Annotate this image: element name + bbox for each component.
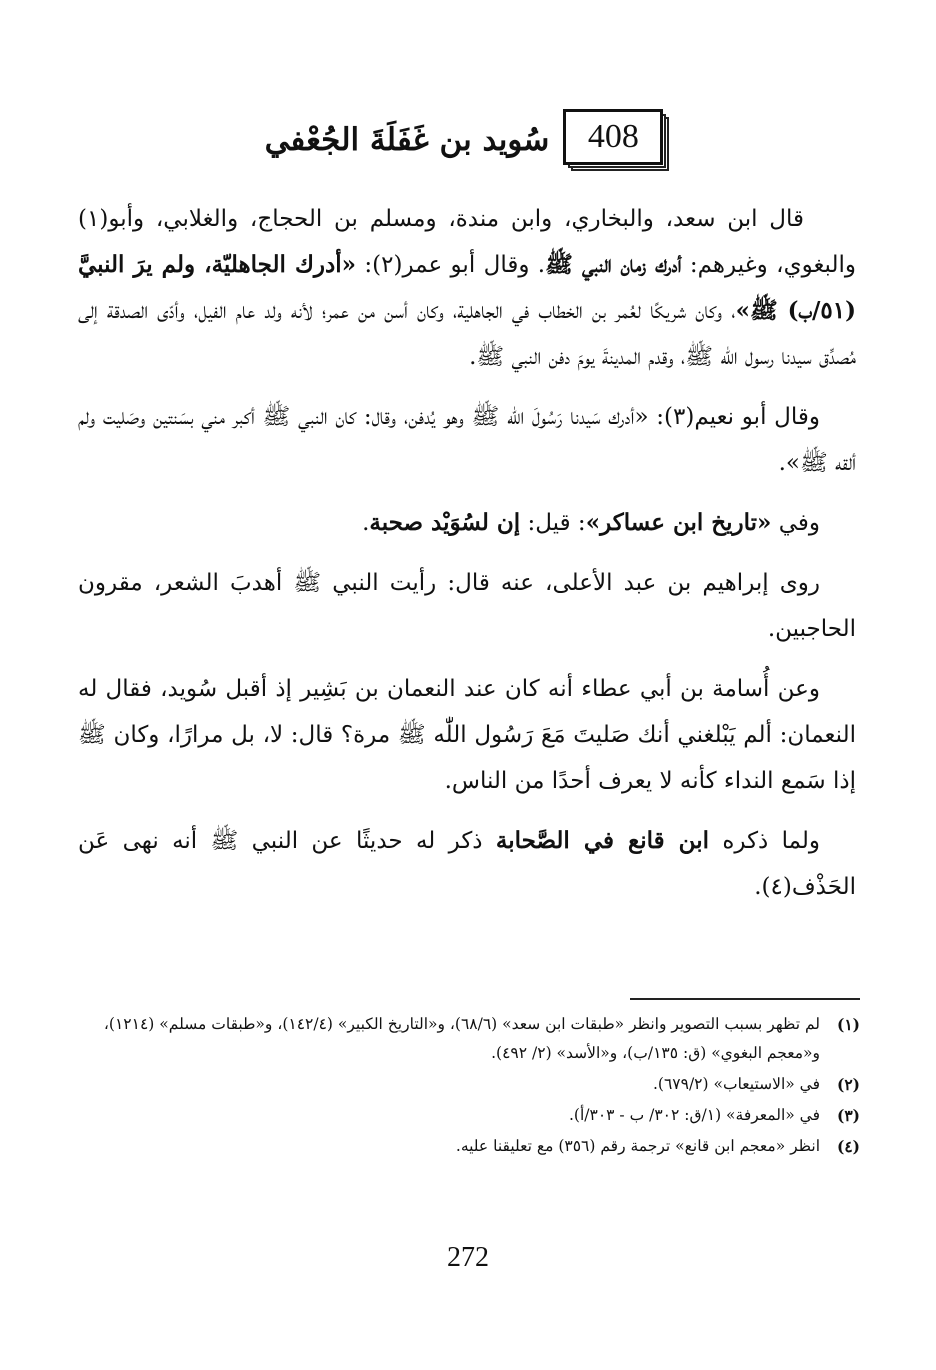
text-segment: (١) xyxy=(78,206,109,232)
footnote-text: في «المعرفة» (١/ق: ٣٠٢/ ب - ٣٠٣/أ). xyxy=(569,1106,820,1124)
text-segment: (٤) xyxy=(761,874,792,900)
main-text xyxy=(78,196,856,924)
footnote xyxy=(90,1010,860,1068)
footnote-number: (٢) xyxy=(836,1075,860,1094)
paragraph xyxy=(78,500,856,546)
text-segment: قال ابن سعد، والبخاري، وابن مندة، ومسلم بن الحجاج، والغلابي، وأبو xyxy=(108,206,804,232)
text-segment: : «أدرك سَيدنا رَسُولَ الله ﷺ وهو يُدفن، وقال: كان النبي ﷺ أكبر مني بسَنتين وصَليت ولم ألقه ﷺ». xyxy=(78,404,856,476)
footnote xyxy=(90,1101,860,1130)
paragraph xyxy=(78,818,856,910)
entry-number: 408 xyxy=(563,109,663,165)
text-segment: والبغوي، وغيرهم: xyxy=(681,252,857,278)
text-segment: روى إبراهيم بن عبد الأعلى، عنه قال: رأيت النبي ﷺ أهدبَ الشعر، مقرون الحاجبين. xyxy=(78,570,856,642)
text-segment: وقال أبو نعيم xyxy=(694,404,820,430)
text-segment: . xyxy=(362,510,370,536)
text-segment: ، وكان شريكًا لعُمر بن الخطاب في الجاهلية، وكان أسن من عمر؛ لأنه ولد عام الفيل، وأدّى الصدقة إلى مُصدِّق سيدنا رسول الله ﷺ، وقدم المدينةَ يومَ دفن النبي ﷺ. xyxy=(78,298,856,370)
bold-text: إن لسُوَيْد صحبة xyxy=(369,509,521,536)
paragraph xyxy=(78,666,856,804)
footnote xyxy=(90,1132,860,1161)
paragraph xyxy=(78,560,856,652)
paragraph xyxy=(78,394,856,486)
text-segment: وفي xyxy=(771,510,820,536)
entry-heading xyxy=(0,100,936,180)
text-segment: . xyxy=(754,874,762,900)
text-segment: ولما ذكره xyxy=(709,828,821,854)
paragraph xyxy=(78,196,856,380)
bold-text: ابن قانع في الصَّحابة xyxy=(495,827,709,854)
text-segment: : قيل: xyxy=(520,510,586,536)
entry-title: سُويد بن غَفَلَةَ الجُعْفي xyxy=(264,122,550,158)
text-segment: . وقال أبو عمر xyxy=(402,252,546,278)
text-segment: (٣) xyxy=(664,404,695,430)
footnotes xyxy=(90,1010,860,1163)
bold-text: أدرك زمان النبي ﷺ xyxy=(545,251,682,278)
text-segment: : xyxy=(356,252,373,278)
footnote-number: (٤) xyxy=(836,1137,860,1156)
footnote-separator xyxy=(630,998,860,1000)
bold-text: «تاريخ ابن عساكر» xyxy=(585,509,772,536)
page-number: 272 xyxy=(447,1242,489,1273)
text-segment: (٢) xyxy=(372,252,403,278)
footnote xyxy=(90,1070,860,1099)
text-segment: وعن أُسامة بن أبي عطاء أنه كان عند النعمان بن بَشِير إذ أقبل سُويد، فقال له النعمان: ألم يَبْلغني أنك صَليتَ مَعَ رَسُول اللّٰه ﷺ مرة؟ قال: لا، بل مرارًا، وكان ﷺ إذا سَمع النداء كأنه لا يعرف أحدًا من الناس. xyxy=(78,676,856,794)
text-segment: ذكر له حديثًا عن النبي ﷺ أنه نهى عَن الحَذْف xyxy=(78,828,856,900)
footnote-text: انظر «معجم ابن قانع» ترجمة رقم (٣٥٦) مع تعليقنا عليه. xyxy=(455,1137,820,1155)
entry-number-box xyxy=(563,109,671,171)
footnote-text: في «الاستيعاب» (٦٧٩/٢). xyxy=(653,1075,820,1093)
footnote-number: (١) xyxy=(836,1015,860,1034)
bold-text: «أدرك الجاهليّة، ولم يرَ النبيَّ (٥١/ب) ﷺ» xyxy=(78,251,856,324)
footnote-text: لم تظهر بسبب التصوير وانظر «طبقات ابن سعد» (٦٨/٦)، و«التاريخ الكبير» (١٤٢/٤)، و«طبقات مسلم» (١٢١٤)، و«معجم البغوي» (ق: ١٣٥/ب)، و«الأسد» (٢/ ٤٩٢). xyxy=(103,1015,820,1062)
footnote-number: (٣) xyxy=(836,1106,860,1125)
